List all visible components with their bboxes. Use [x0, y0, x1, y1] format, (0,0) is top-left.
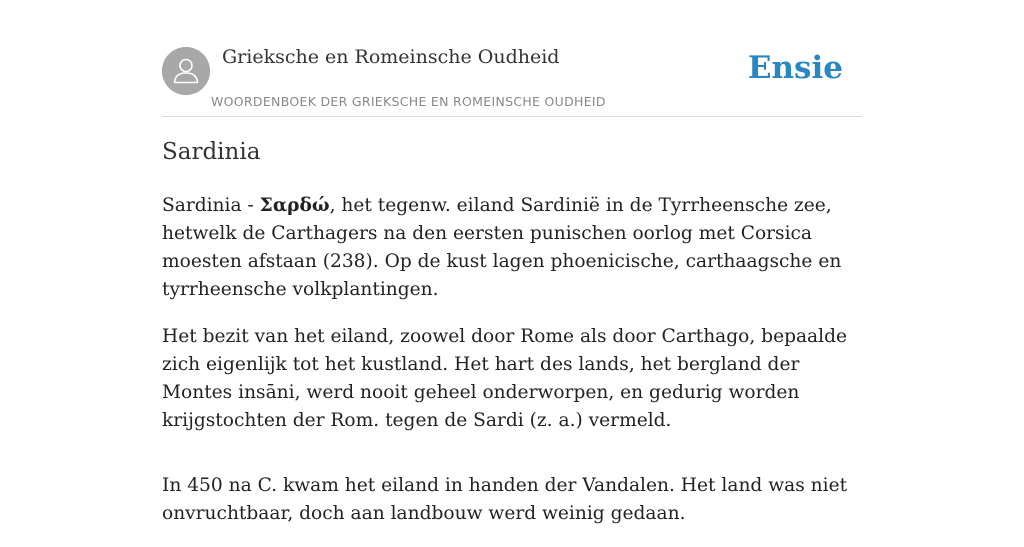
greek-term: Σαρδώ [259, 195, 330, 216]
source-header [162, 44, 862, 117]
entry-term: Sardinia - [162, 195, 260, 216]
entry-paragraph [162, 192, 867, 304]
entry-paragraph [162, 323, 867, 435]
user-silhouette-icon[interactable] [162, 47, 210, 95]
paragraph-text: , het tegenw. eiland Sardinië in de Tyrrheensche zee, hetwelk de Carthagers na den eersten punischen oorlog met Corsica moesten afstaan (238). Op de kust lagen phoenicische, carthaagsche en tyrrheensche volkplantingen. [162, 195, 842, 300]
source-subtitle: WOORDENBOEK DER GRIEKSCHE EN ROMEINSCHE OUDHEID [211, 94, 606, 109]
entry-paragraph [162, 472, 867, 528]
entry-title: Sardinia [162, 139, 261, 165]
paragraph-text: In 450 na C. kwam het eiland in handen der Vandalen. Het land was niet onvruchtbaar, doch aan landbouw werd weinig gedaan. [162, 475, 848, 524]
source-title[interactable]: Grieksche en Romeinsche Oudheid [222, 46, 560, 68]
entry-content [162, 192, 867, 547]
ensie-logo[interactable]: Ensie [747, 50, 843, 86]
paragraph-text: Het bezit van het eiland, zoowel door Rome als door Carthago, bepaalde zich eigenlijk tot het kustland. Het hart des lands, het bergland der Montes insāni, werd nooit geheel onderworpen, en gedurig worden krijgstochten der Rom. tegen de Sardi (z. a.) vermeld. [162, 326, 847, 431]
